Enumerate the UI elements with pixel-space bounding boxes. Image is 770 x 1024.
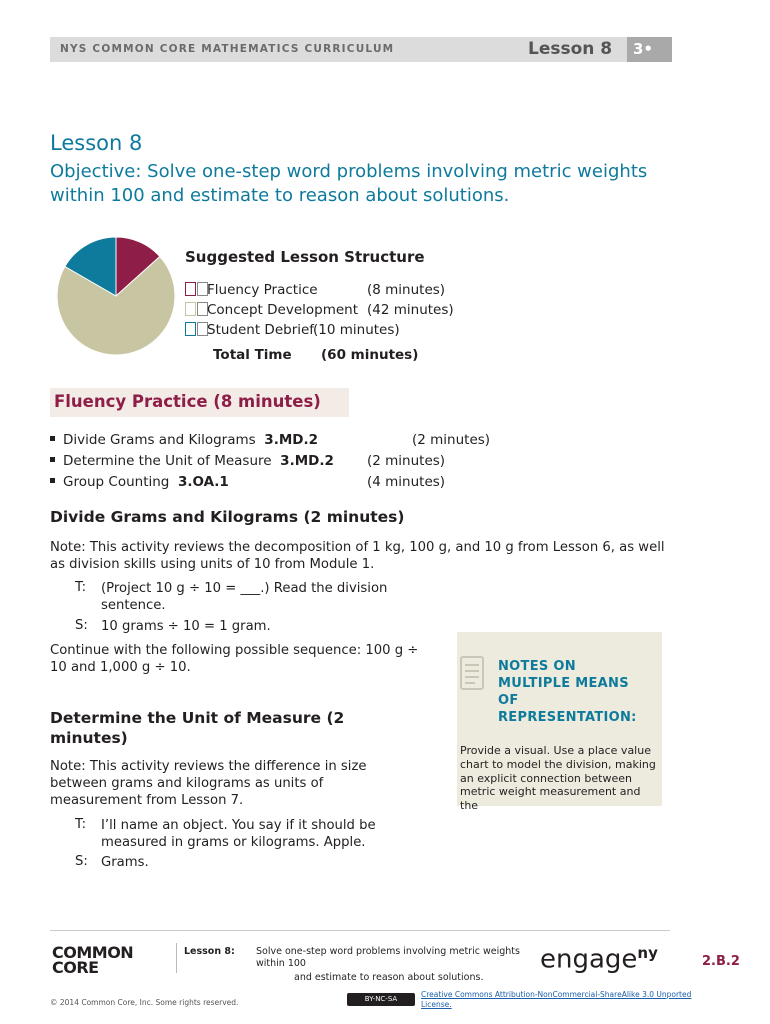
checkbox-icon bbox=[185, 302, 196, 316]
dialog-text: Grams. bbox=[101, 855, 149, 870]
bullet-icon bbox=[50, 478, 55, 483]
structure-row-label: Fluency Practice bbox=[207, 282, 318, 298]
total-time-label: Total Time bbox=[213, 347, 292, 363]
footer-rule bbox=[50, 930, 670, 931]
footer-description: Solve one-step word problems involving metric weights within 100 bbox=[256, 946, 520, 969]
notes-icon bbox=[460, 656, 484, 690]
structure-row-fluency bbox=[185, 282, 485, 300]
fluency-item-code: 3.OA.1 bbox=[177, 474, 229, 490]
structure-row-debrief bbox=[185, 322, 485, 340]
notes-body: Provide a visual. Use a place value chart to model the division, making an explicit connection between metric weight measurement and the bbox=[460, 744, 656, 813]
section-heading-divide: Divide Grams and Kilograms (2 minutes) bbox=[50, 508, 405, 526]
curriculum-title: NYS COMMON CORE MATHEMATICS CURRICULUM bbox=[60, 43, 395, 55]
structure-row-label: Concept Development bbox=[207, 302, 359, 318]
structure-row-label: Student Debrief bbox=[207, 322, 315, 338]
bullet-icon bbox=[50, 457, 55, 462]
structure-row-duration: (42 minutes) bbox=[367, 302, 454, 318]
bullet-icon bbox=[50, 436, 55, 441]
checkbox-icon bbox=[185, 282, 196, 296]
dialog-speaker: S: bbox=[75, 618, 88, 633]
total-time-value: (60 minutes) bbox=[321, 347, 419, 363]
copyright: © 2014 Common Core, Inc. Some rights reserved. bbox=[50, 998, 239, 1007]
section-note: Note: This activity reviews the difference in size between grams and kilograms as units of measurement from Lesson 7. bbox=[50, 759, 367, 808]
fluency-item bbox=[50, 474, 229, 490]
engageny-logo bbox=[540, 944, 658, 975]
structure-title: Suggested Lesson Structure bbox=[185, 248, 425, 266]
fluency-item-text: Group Counting bbox=[63, 474, 170, 490]
notes-title: NOTES ON MULTIPLE MEANS OF REPRESENTATION: bbox=[498, 659, 637, 725]
checkbox-icon bbox=[185, 322, 196, 336]
dialog-text: (Project 10 g ÷ 10 = ___.) Read the division sentence. bbox=[101, 581, 388, 613]
page-number: 2.B.2 bbox=[702, 954, 740, 969]
fluency-item-text: Determine the Unit of Measure bbox=[63, 453, 272, 469]
dialog-speaker: T: bbox=[75, 817, 87, 832]
structure-row-duration: (8 minutes) bbox=[367, 282, 446, 298]
fluency-item bbox=[50, 453, 334, 469]
dialog-speaker: T: bbox=[75, 580, 87, 595]
fluency-item-duration: (4 minutes) bbox=[367, 474, 446, 490]
dialog-text: 10 grams ÷ 10 = 1 gram. bbox=[101, 619, 271, 634]
fluency-item-duration: (2 minutes) bbox=[412, 432, 491, 448]
section-note: Note: This activity reviews the decomposition of 1 kg, 100 g, and 10 g from Lesson 6, as well as division skills using units of 10 from Module 1. bbox=[50, 540, 665, 572]
ny-wordmark: ny bbox=[637, 944, 658, 962]
fluency-item bbox=[50, 432, 318, 448]
lesson-structure-pie bbox=[56, 236, 176, 356]
structure-row-concept bbox=[185, 302, 485, 320]
dialog-speaker: S: bbox=[75, 854, 88, 869]
footer-lesson: Lesson 8: bbox=[184, 946, 235, 957]
fluency-item-code: 3.MD.2 bbox=[280, 453, 334, 469]
lesson-objective: Objective: Solve one-step word problems involving metric weights within 100 and estimate to reason about solutions. bbox=[50, 161, 648, 206]
fluency-item-duration: (2 minutes) bbox=[367, 453, 446, 469]
grade-badge: 3• bbox=[627, 37, 672, 62]
license-link[interactable]: Creative Commons Attribution-NonCommercial-ShareAlike 3.0 Unported License. bbox=[421, 990, 692, 1009]
fluency-item-text: Divide Grams and Kilograms bbox=[63, 432, 256, 448]
fluency-item-code: 3.MD.2 bbox=[264, 432, 318, 448]
dialog-text: I’ll name an object. You say if it should be measured in grams or kilograms. Apple. bbox=[101, 818, 376, 850]
header-lesson-label: Lesson 8 bbox=[528, 39, 613, 59]
footer-divider bbox=[176, 943, 177, 973]
section-continue: Continue with the following possible sequence: 100 g ÷ 10 and 1,000 g ÷ 10. bbox=[50, 643, 419, 675]
cc-badge-text: BY-NC-SA bbox=[364, 995, 398, 1003]
cc-license-badge bbox=[347, 993, 415, 1006]
engage-wordmark: engage bbox=[540, 944, 638, 975]
lesson-heading: Lesson 8 bbox=[50, 131, 143, 155]
fluency-title: Fluency Practice (8 minutes) bbox=[54, 392, 321, 411]
common-core-logo: COMMON CORE bbox=[52, 943, 134, 977]
section-heading-unit: Determine the Unit of Measure (2 minutes) bbox=[50, 709, 345, 747]
structure-row-duration: (10 minutes) bbox=[313, 322, 400, 338]
footer-description-cont: and estimate to reason about solutions. bbox=[294, 972, 484, 983]
